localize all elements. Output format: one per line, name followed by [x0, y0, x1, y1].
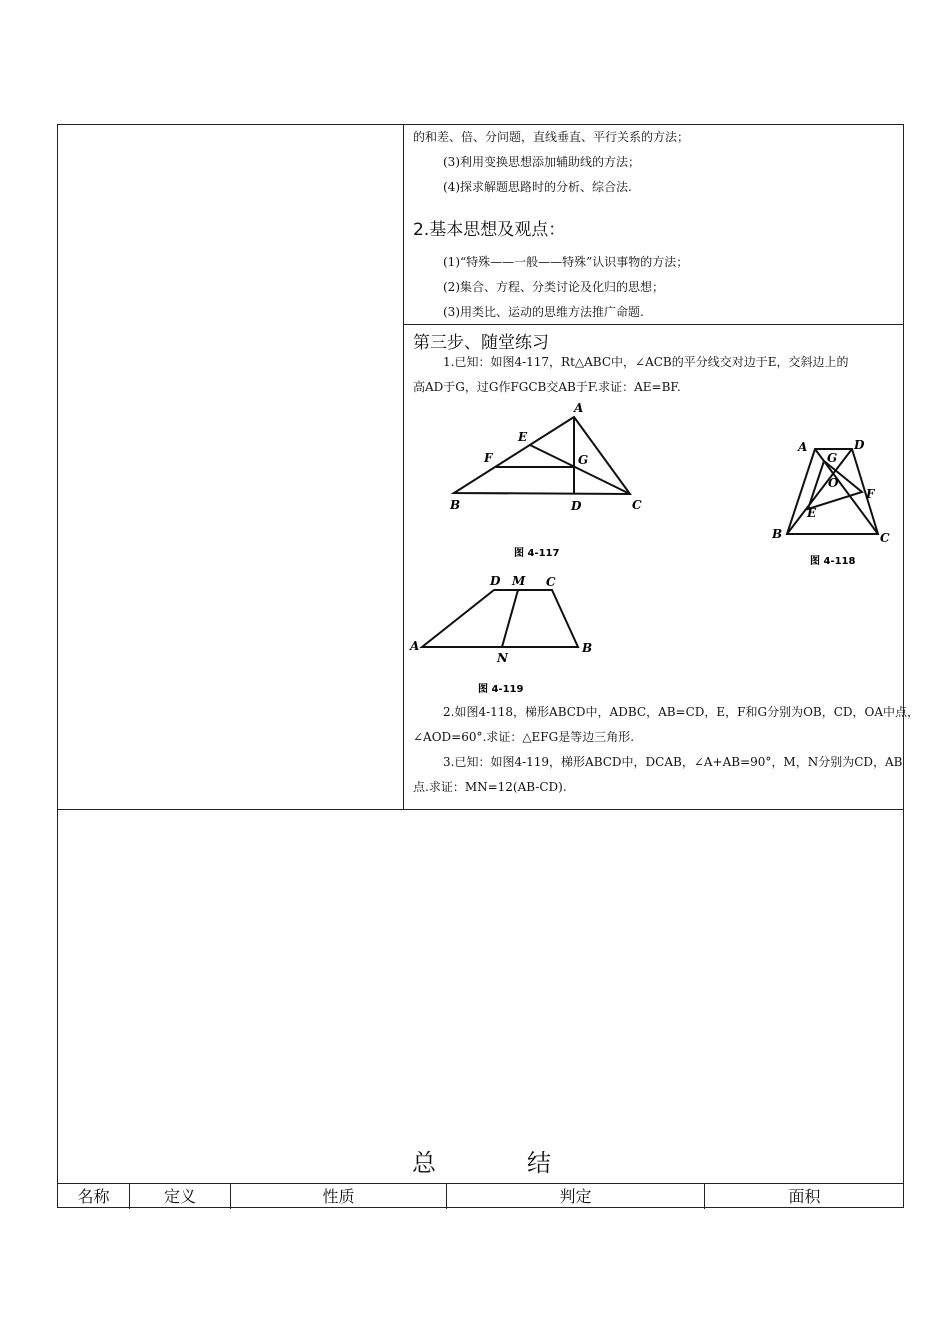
practice-heading: 第三步、随堂练习 [413, 333, 549, 353]
summary-table-header [58, 1183, 904, 1209]
method-line-3: (3)利用变换思想添加辅助线的方法； [443, 155, 640, 169]
label-b: B [450, 498, 461, 512]
method-line-1: 的和差、倍、分问题，直线垂直、平行关系的方法； [413, 130, 690, 144]
row-divider [58, 809, 904, 810]
label-c: C [546, 575, 556, 589]
problem1-line-2: 高AD于G，过G作FGCB交AB于F.求证：AE=BF. [413, 380, 681, 394]
caption-4-119: 图 4-119 [478, 684, 524, 695]
label-o: O [828, 476, 839, 490]
method-line-4: (4)探求解题思路时的分析、综合法. [443, 180, 632, 194]
col-property: 性质 [231, 1184, 447, 1209]
label-a: A [574, 401, 584, 415]
label-a: A [798, 440, 808, 454]
label-b: B [772, 527, 783, 541]
label-e: E [518, 430, 528, 444]
summary-char-2: 结 [527, 1149, 551, 1177]
caption-4-117: 图 4-117 [514, 548, 560, 559]
idea-line-2: (2)集合、方程、分类讨论及化归的思想； [443, 280, 664, 294]
label-d: D [490, 574, 501, 588]
left-empty-cell [58, 125, 404, 809]
segment-mn [502, 590, 518, 647]
idea-line-3: (3)用类比、运动的思维方法推广命题. [443, 305, 644, 319]
label-g: G [578, 453, 589, 467]
caption-4-118: 图 4-118 [810, 556, 856, 567]
col-name: 名称 [58, 1184, 130, 1209]
col-criteria: 判定 [447, 1184, 705, 1209]
figure-4-119 [406, 571, 606, 695]
idea-line-1: (1)“特殊——一般——特殊”认识事物的方法； [443, 255, 689, 269]
label-e: E [807, 506, 817, 520]
col-area: 面积 [788, 1187, 821, 1206]
label-f: F [866, 487, 875, 501]
problem2-line-1: 2.如图4-118，梯形ABCD中，ADBC，AB=CD，E，F和G分别为OB，CD，OA中点， [443, 705, 920, 719]
problem3-line-2: 点.求证：MN=12(AB-CD). [413, 780, 567, 794]
figure-4-118 [772, 437, 898, 569]
problem3-line-1: 3.已知：如图4-119，梯形ABCD中，DCAB，∠A+AB=90°，M，N分别为CD，AB [443, 755, 903, 769]
problem1-line-1: 1.已知：如图4-117，Rt△ABC中，∠ACB的平分线交对边于E，交斜边上的 [443, 355, 849, 369]
label-m: M [512, 574, 526, 588]
label-f: F [484, 451, 493, 465]
label-g: G [827, 451, 838, 465]
figure-4-117 [444, 401, 654, 561]
practice-cell [404, 325, 920, 809]
trapezoid-abcd [422, 590, 578, 647]
label-n: N [497, 651, 508, 665]
label-b: B [582, 641, 593, 655]
label-d: D [571, 499, 582, 513]
label-a: A [410, 639, 420, 653]
label-c: C [632, 498, 642, 512]
col-definition: 定义 [130, 1184, 231, 1209]
summary-char-1: 总 [412, 1149, 436, 1177]
problem2-line-2: ∠AOD=60°.求证：△EFG是等边三角形. [413, 730, 635, 744]
methods-cell [404, 125, 904, 325]
triangle-abc [454, 417, 630, 494]
summary-heading [58, 1135, 904, 1183]
label-c: C [880, 531, 890, 545]
ideas-heading: 2.基本思想及观点： [413, 220, 566, 240]
diagonal-bd [787, 449, 852, 534]
label-d: D [854, 438, 865, 452]
lesson-table [57, 124, 920, 1208]
